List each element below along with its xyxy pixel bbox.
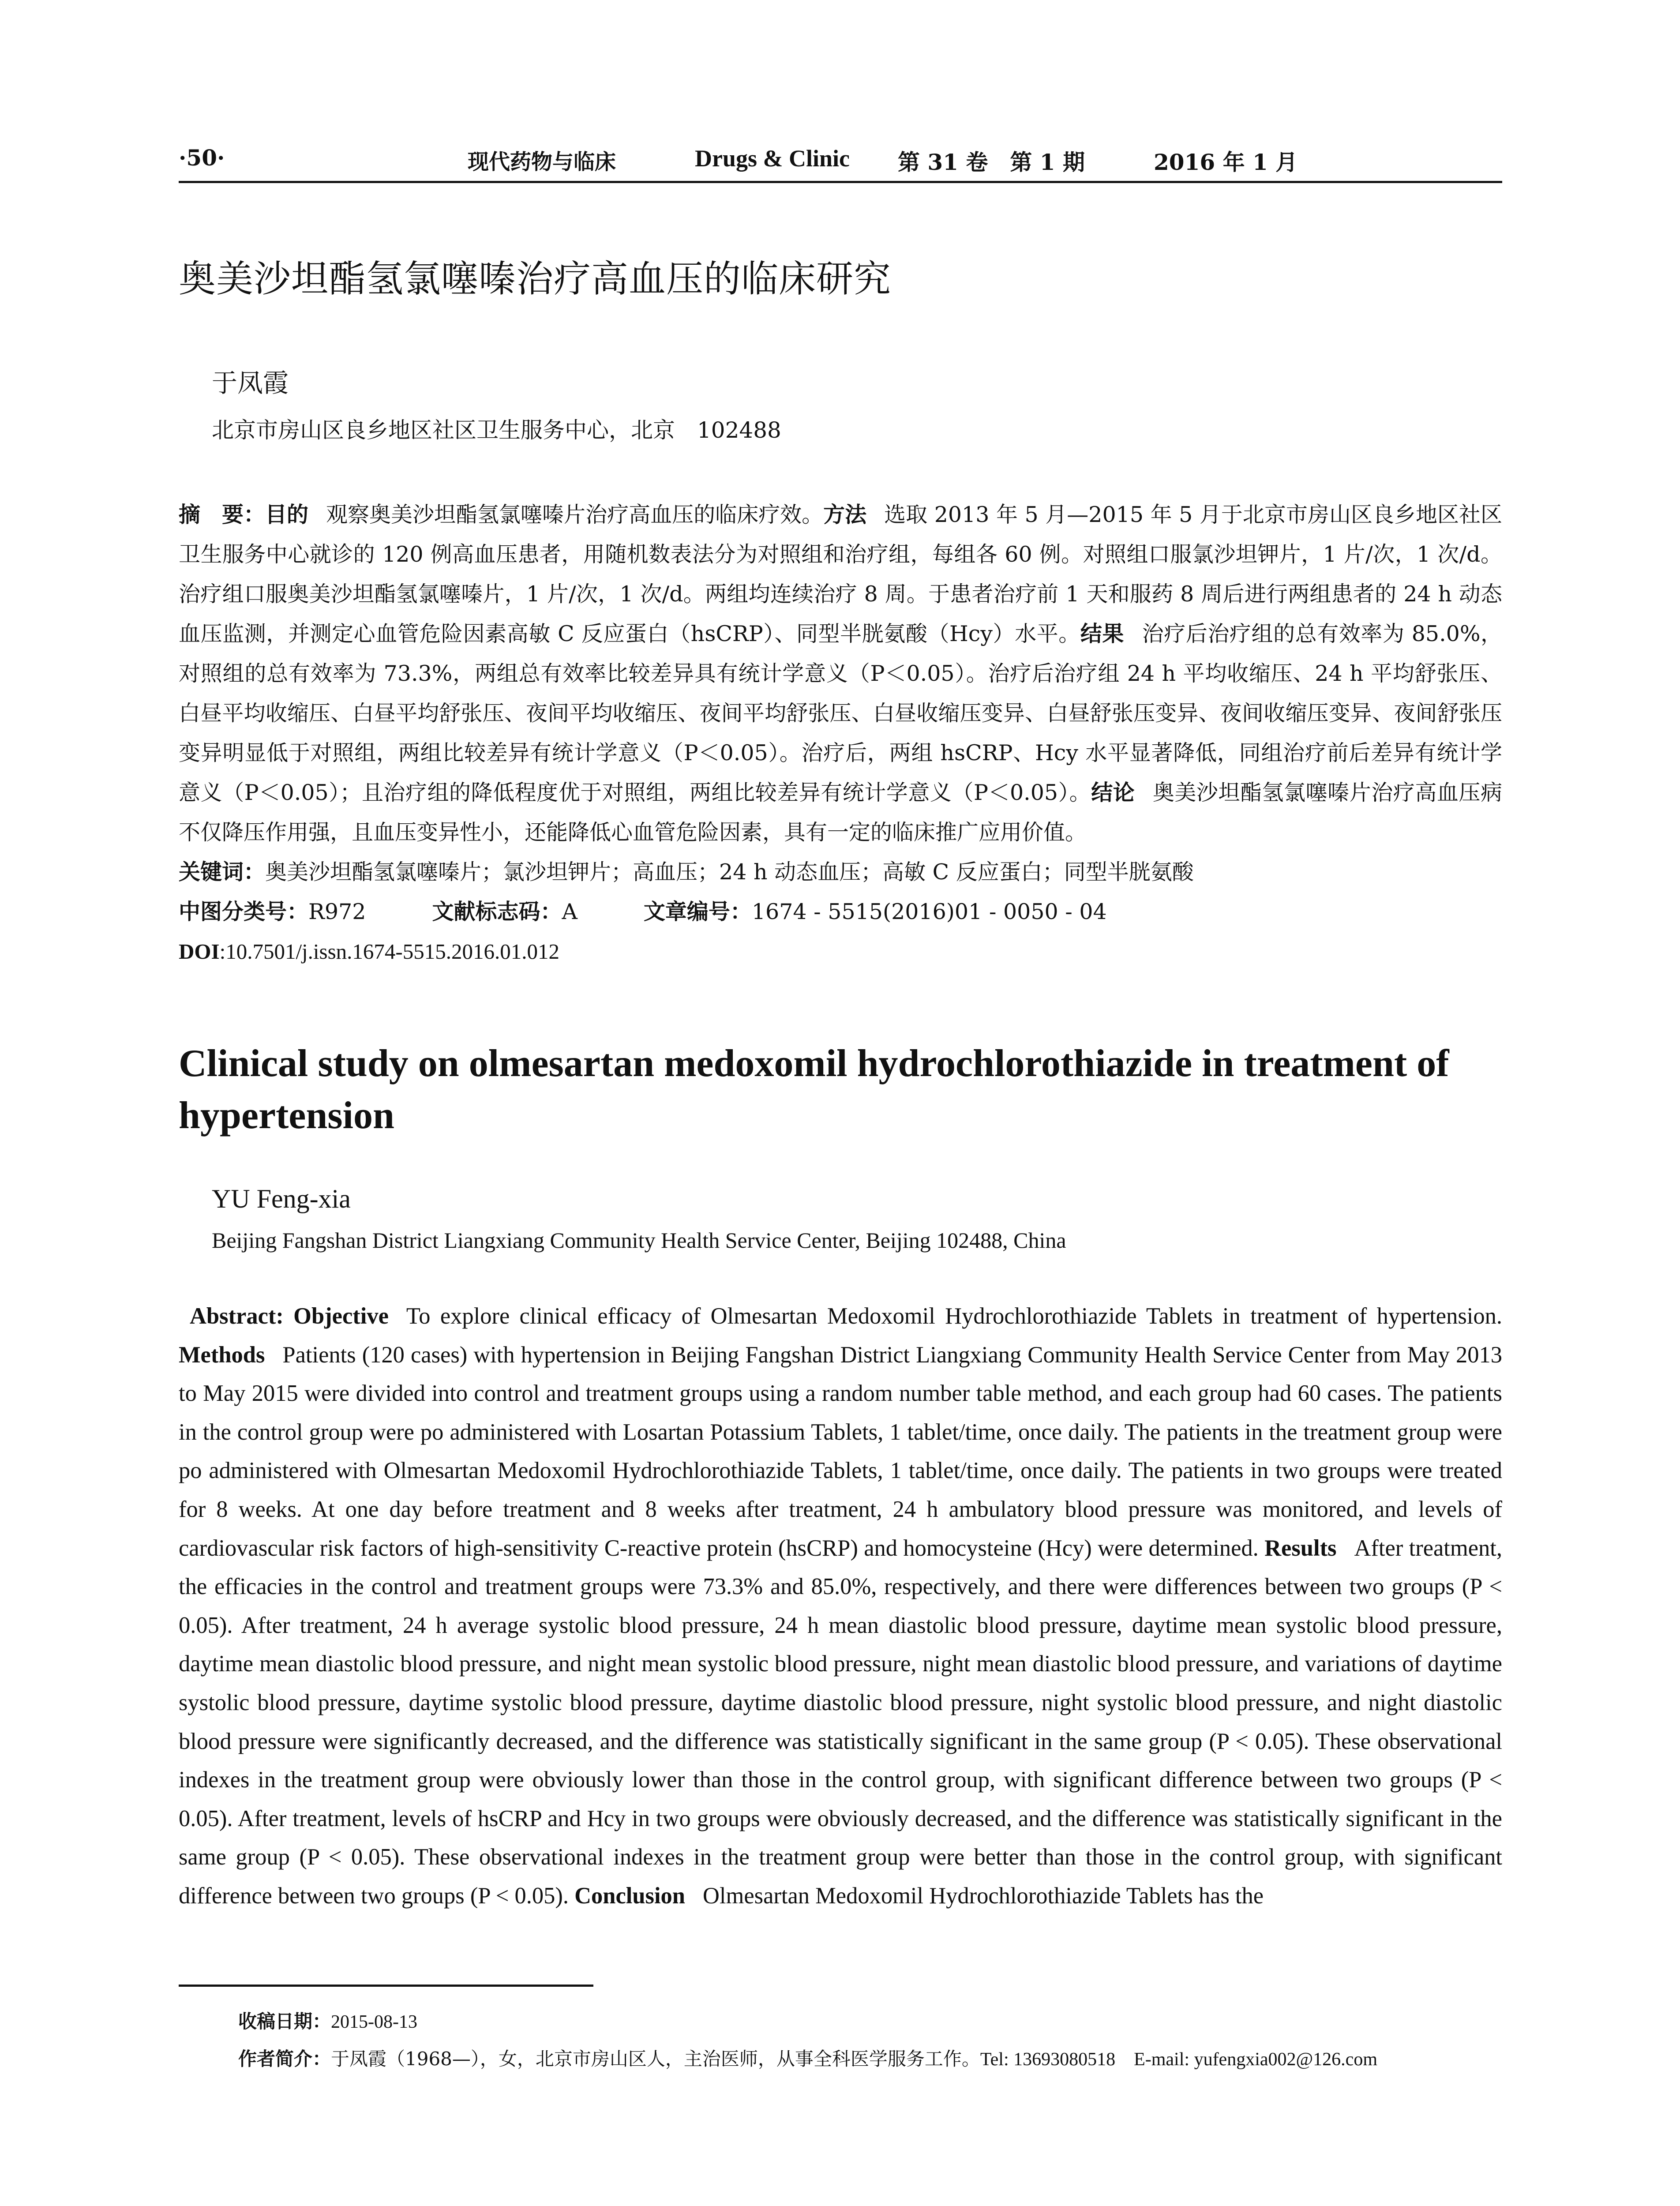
volume-issue: 第 31 卷 第 1 期: [898, 149, 1085, 175]
doi-line: [179, 932, 1502, 972]
doc-code-value: A: [562, 899, 578, 924]
methods-label-en: Methods: [179, 1342, 265, 1368]
doc-code-label: 文献标志码：: [432, 899, 562, 924]
clc-label: 中图分类号：: [179, 899, 309, 924]
conclusion-label-en: Conclusion: [574, 1883, 685, 1909]
classification-line: [179, 892, 1502, 932]
results-text-en: After treatment, the efficacies in the control and treatment groups were 73.3% and 85.0%, respectively, and there were differences between two groups (P < 0.05). After treatment, 24 h average systolic blood pressure, 24 h mean diastolic blood pressure, daytime mean systolic blood pressure, daytime mean diastolic blood pressure, and night mean systolic blood pressure, night mean diastolic blood pressure, and variations of daytime systolic blood pressure, daytime systolic blood pressure, daytime diastolic blood pressure, night systolic blood pressure, and night diastolic blood pressure were significantly decreased, and the difference was statistically significant in the same group (P < 0.05). These observational indexes in the treatment group were obviously lower than those in the control group, with significant difference between two groups (P < 0.05). After treatment, levels of hsCRP and Hcy in two groups were obviously decreased, and the difference was statistically significant in the same group (P < 0.05). These observational indexes in the treatment group were better than those in the control group, with significant difference between two groups (P < 0.05).: [179, 1535, 1502, 1909]
footnote-divider: [179, 1985, 593, 1987]
affiliation-en: Beijing Fangshan District Liangxiang Community Health Service Center, Beijing 102488, China: [212, 1228, 1066, 1253]
doi-value: :10.7501/j.issn.1674-5515.2016.01.012: [219, 939, 559, 964]
received-date-line: [238, 2003, 1504, 2041]
keywords-line: [179, 852, 1502, 892]
bio-label: 作者简介：: [238, 2048, 331, 2070]
conclusion-text-en: Olmesartan Medoxomil Hydrochlorothiazide Tablets has the: [703, 1883, 1264, 1909]
conclusion-label-cn: 结论: [1091, 780, 1135, 805]
methods-label-cn: 方法: [823, 502, 867, 527]
bio-text: 于凤霞（1968—），女，北京市房山区人，主治医师，从事全科医学服务工作。: [331, 2048, 980, 2070]
keywords-label: 关键词：: [179, 859, 266, 885]
clc-value: R972: [308, 899, 366, 924]
methods-text-cn: 选取 2013 年 5 月—2015 年 5 月于北京市房山区良乡地区社区卫生服务中心就诊的 120 例高血压患者，用随机数表法分为对照组和治疗组，每组各 60 例。对照组口服氯沙坦钾片，1 片/次，1 次/d。治疗组口服奥美沙坦酯氢氯噻嗪片，1 片/次，1 次/d。两组均连续治疗 8 周。于患者治疗前 1 天和服药 8 周后进行两组患者的 24 h 动态血压监测，并测定心血管危险因素高敏 C 反应蛋白（hsCRP）、同型半胱氨酸（Hcy）水平。: [179, 502, 1502, 646]
journal-name-en: Drugs & Clinic: [695, 145, 850, 172]
author-bio-line: [238, 2041, 1504, 2078]
abstract-cn: [179, 495, 1502, 852]
abstract-en: [179, 1297, 1502, 1916]
title-cn: 奥美沙坦酯氢氯噻嗪治疗高血压的临床研究: [179, 257, 892, 300]
article-no-value: 1674 - 5515(2016)01 - 0050 - 04: [751, 899, 1107, 924]
keywords-text: 奥美沙坦酯氢氯噻嗪片；氯沙坦钾片；高血压；24 h 动态血压；高敏 C 反应蛋白；同型半胱氨酸: [265, 859, 1194, 885]
received-label: 收稿日期：: [238, 2011, 331, 2032]
affiliation-cn: 北京市房山区良乡地区社区卫生服务中心，北京 102488: [212, 417, 781, 443]
methods-text-en: Patients (120 cases) with hypertension in Beijing Fangshan District Liangxiang Community Health Service Center from May 2013 to May 2015 were divided into control and treatment groups using a random number table method, and each group had 60 cases. The patients in the control group were po administered with Losartan Potassium Tablets, 1 tablet/time, once daily. The patients in the treatment group were po administered with Olmesartan Medoxomil Hydrochlorothiazide Tablets, 1 tablet/time, once daily. The patients in two groups were treated for 8 weeks. At one day before treatment and 8 weeks after treatment, 24 h ambulatory blood pressure was monitored, and levels of cardiovascular risk factors of high-sensitivity C-reactive protein (hsCRP) and homocysteine (Hcy) were determined.: [179, 1342, 1502, 1561]
results-text-cn: 治疗后治疗组的总有效率为 85.0%，对照组的总有效率为 73.3%，两组总有效率比较差异具有统计学意义（P＜0.05）。治疗后治疗组 24 h 平均收缩压、24 h 平均舒张压、白昼平均收缩压、白昼平均舒张压、夜间平均收缩压、夜间平均舒张压、白昼收缩压变异、白昼舒张压变异、夜间收缩压变异、夜间舒张压变异明显低于对照组，两组比较差异有统计学意义（P＜0.05）。治疗后，两组 hsCRP、Hcy 水平显著降低，同组治疗前后差异有统计学意义（P＜0.05）；且治疗组的降低程度优于对照组，两组比较差异有统计学意义（P＜0.05）。: [179, 621, 1502, 805]
page-number: ·50·: [179, 145, 225, 171]
objective-label-en: Objective: [293, 1303, 389, 1329]
author-cn: 于凤霞: [212, 368, 289, 398]
footnotes: [238, 2003, 1504, 2078]
abstract-label-en: Abstract:: [190, 1303, 284, 1329]
article-page: [179, 132, 1502, 1916]
conclusion-text-cn: 奥美沙坦酯氢氯噻嗪片治疗高血压病不仅降压作用强，且血压变异性小，还能降低心血管危险因素，具有一定的临床推广应用价值。: [179, 780, 1502, 845]
doi-label: DOI: [179, 939, 220, 964]
objective-text-cn: 观察奥美沙坦酯氢氯噻嗪片治疗高血压的临床疗效。: [326, 502, 824, 527]
issue-date: 2016 年 1 月: [1154, 149, 1298, 175]
results-label-cn: 结果: [1080, 621, 1124, 646]
journal-name-cn: 现代药物与临床: [468, 150, 616, 174]
objective-text-en: To explore clinical efficacy of Olmesartan Medoxomil Hydrochlorothiazide Tablets in treatment of hypertension.: [406, 1303, 1502, 1329]
objective-label-cn: 目的: [265, 502, 309, 527]
running-header: [179, 132, 1502, 183]
results-label-en: Results: [1264, 1535, 1337, 1561]
received-date: 2015-08-13: [331, 2012, 417, 2032]
article-no-label: 文章编号：: [643, 899, 752, 924]
title-en: Clinical study on olmesartan medoxomil hydrochlorothiazide in treatment of hypertension: [179, 1042, 1449, 1137]
author-en: YU Feng-xia: [212, 1184, 351, 1213]
contact-info: Tel: 13693080518 E-mail: yufengxia002@126.com: [980, 2049, 1377, 2070]
abstract-label-cn: 摘 要：: [179, 502, 266, 527]
